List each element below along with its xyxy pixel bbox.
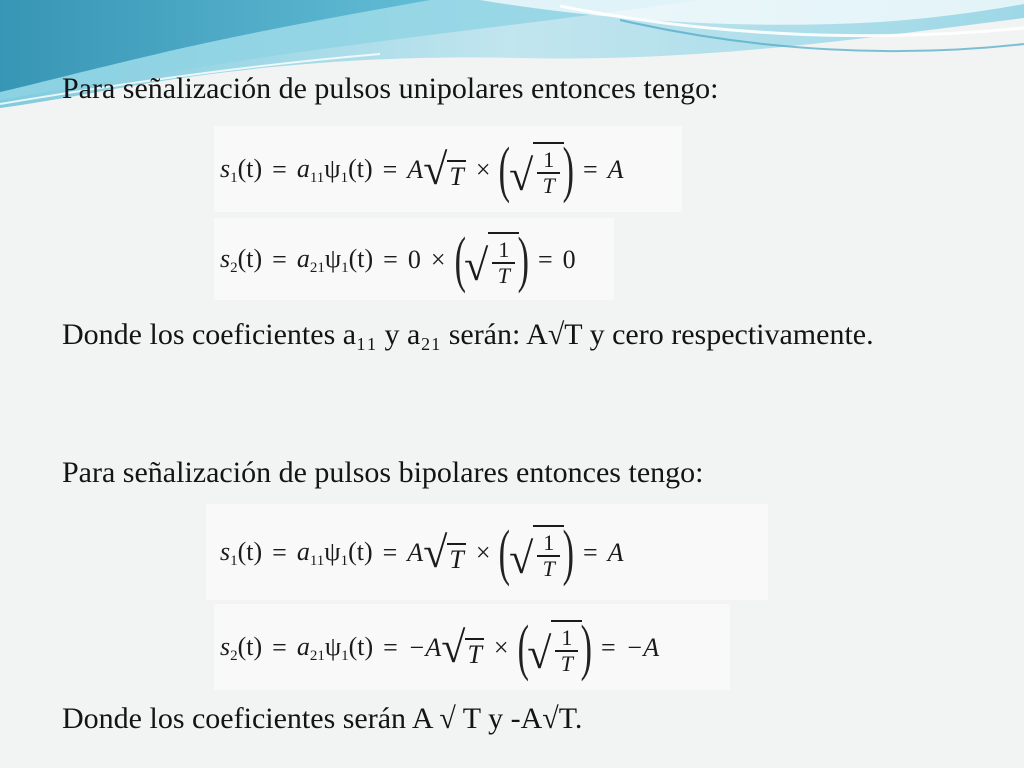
eq-radicand: [488, 232, 519, 288]
equation-s1-bipolar: [220, 514, 624, 592]
eq-mid-term: A: [407, 538, 424, 567]
eq-arg: (t): [237, 631, 263, 661]
eq-close-paren: ): [562, 136, 575, 204]
eq-psi: ψ: [324, 536, 341, 566]
eq-times: ×: [430, 245, 446, 274]
eq-symbol: s: [220, 243, 231, 273]
eq-equals: =: [383, 633, 398, 662]
equation-s1-unipolar: [220, 134, 624, 206]
eq-sqrt: [441, 623, 484, 672]
eq-equals: =: [582, 538, 598, 567]
eq-sqrt-frac: [527, 620, 582, 676]
eq-numerator: 1: [555, 626, 578, 652]
eq-arg: (t): [348, 536, 373, 566]
eq-equals: =: [383, 245, 398, 274]
eq-result: A: [607, 155, 624, 184]
equation-s2-unipolar: [220, 224, 576, 296]
paragraph-unipolar-coefficients: Donde los coeficientes a₁₁ y a₂₁ serán: A√T y cero respectivamente.: [62, 318, 874, 351]
eq-fraction: [537, 148, 560, 198]
eq-numerator: 1: [537, 148, 560, 174]
eq-coef: a: [296, 153, 310, 183]
eq-symbol: s: [220, 153, 231, 183]
eq-radicand: [533, 525, 564, 581]
eq-coef: a: [296, 243, 310, 273]
paragraph-bipolar-intro: Para señalización de pulsos bipolares entonces tengo:: [62, 456, 704, 489]
eq-sqrt-frac: [509, 525, 564, 581]
eq-arg: (t): [237, 153, 263, 183]
eq-radicand: T: [467, 640, 482, 669]
eq-coef: a: [296, 631, 310, 661]
eq-coef: a: [296, 536, 310, 566]
eq-result: A: [607, 538, 624, 567]
eq-subscript: 11: [309, 552, 325, 569]
eq-sqrt-frac: [509, 142, 564, 198]
paragraph-bipolar-coefficients: Donde los coeficientes serán A √ T y -A√T.: [62, 702, 583, 735]
eq-subscript: 11: [309, 169, 325, 186]
eq-subscript: 21: [309, 647, 325, 664]
eq-subscript: 2: [230, 647, 238, 664]
eq-equals: =: [601, 633, 616, 662]
eq-psi: ψ: [324, 243, 342, 273]
eq-subscript: 1: [341, 647, 349, 664]
eq-subscript: 1: [230, 169, 238, 186]
eq-arg: (t): [237, 536, 263, 566]
eq-fraction: [492, 238, 515, 288]
eq-subscript: 1: [340, 552, 349, 569]
eq-mid-term: −A: [407, 633, 442, 662]
eq-radicand: T: [449, 545, 464, 574]
sqrt-sign: √: [464, 241, 489, 290]
eq-equals: =: [272, 245, 287, 274]
eq-subscript: 1: [230, 552, 238, 569]
eq-fraction: [555, 626, 578, 676]
eq-close-paren: ): [517, 226, 530, 294]
eq-numerator: 1: [492, 238, 515, 264]
eq-sqrt-frac: [464, 232, 519, 288]
eq-open-paren: (: [517, 614, 529, 682]
eq-numerator: 1: [537, 531, 560, 557]
eq-times: ×: [475, 155, 491, 184]
eq-mid-term: A: [407, 155, 424, 184]
eq-sqrt: [423, 528, 466, 577]
eq-symbol: s: [220, 631, 231, 661]
paragraph-unipolar-intro: Para señalización de pulsos unipolares entonces tengo:: [62, 72, 719, 105]
eq-equals: =: [382, 155, 398, 184]
eq-sqrt: [423, 145, 466, 194]
eq-psi: ψ: [324, 153, 341, 183]
sqrt-sign: √: [527, 629, 552, 678]
eq-equals: =: [582, 155, 598, 184]
eq-symbol: s: [220, 536, 231, 566]
eq-denominator: T: [542, 173, 555, 198]
eq-subscript: 2: [230, 259, 238, 276]
eq-result: 0: [562, 245, 576, 274]
eq-radicand: [551, 620, 582, 676]
eq-psi: ψ: [324, 631, 342, 661]
eq-radicand: T: [449, 162, 464, 191]
eq-fraction: [537, 531, 560, 581]
eq-open-paren: (: [499, 519, 511, 587]
eq-arg: (t): [237, 243, 263, 273]
eq-equals: =: [272, 633, 287, 662]
eq-equals: =: [537, 245, 553, 274]
eq-result: −A: [625, 633, 660, 662]
sqrt-sign: √: [509, 151, 534, 200]
sqrt-sign: √: [423, 528, 448, 577]
eq-open-paren: (: [454, 226, 466, 294]
eq-open-paren: (: [499, 136, 511, 204]
eq-radicand: [533, 142, 564, 198]
eq-arg: (t): [348, 631, 374, 661]
equation-s2-bipolar: [220, 610, 659, 686]
eq-arg: (t): [348, 243, 374, 273]
eq-subscript: 1: [340, 169, 349, 186]
eq-close-paren: ): [562, 519, 575, 587]
eq-mid-term: 0: [407, 245, 421, 274]
eq-times: ×: [475, 538, 491, 567]
header-wave-decoration: [0, 0, 1024, 130]
sqrt-sign: √: [509, 534, 534, 583]
eq-equals: =: [272, 155, 287, 184]
eq-subscript: 1: [341, 259, 349, 276]
eq-denominator: T: [560, 651, 574, 676]
eq-denominator: T: [497, 263, 510, 288]
eq-equals: =: [382, 538, 398, 567]
eq-denominator: T: [542, 556, 555, 581]
eq-subscript: 21: [309, 259, 325, 276]
eq-arg: (t): [348, 153, 373, 183]
sqrt-sign: √: [423, 145, 448, 194]
eq-equals: =: [272, 538, 287, 567]
eq-times: ×: [493, 633, 509, 662]
eq-close-paren: ): [581, 614, 593, 682]
sqrt-sign: √: [441, 623, 466, 672]
